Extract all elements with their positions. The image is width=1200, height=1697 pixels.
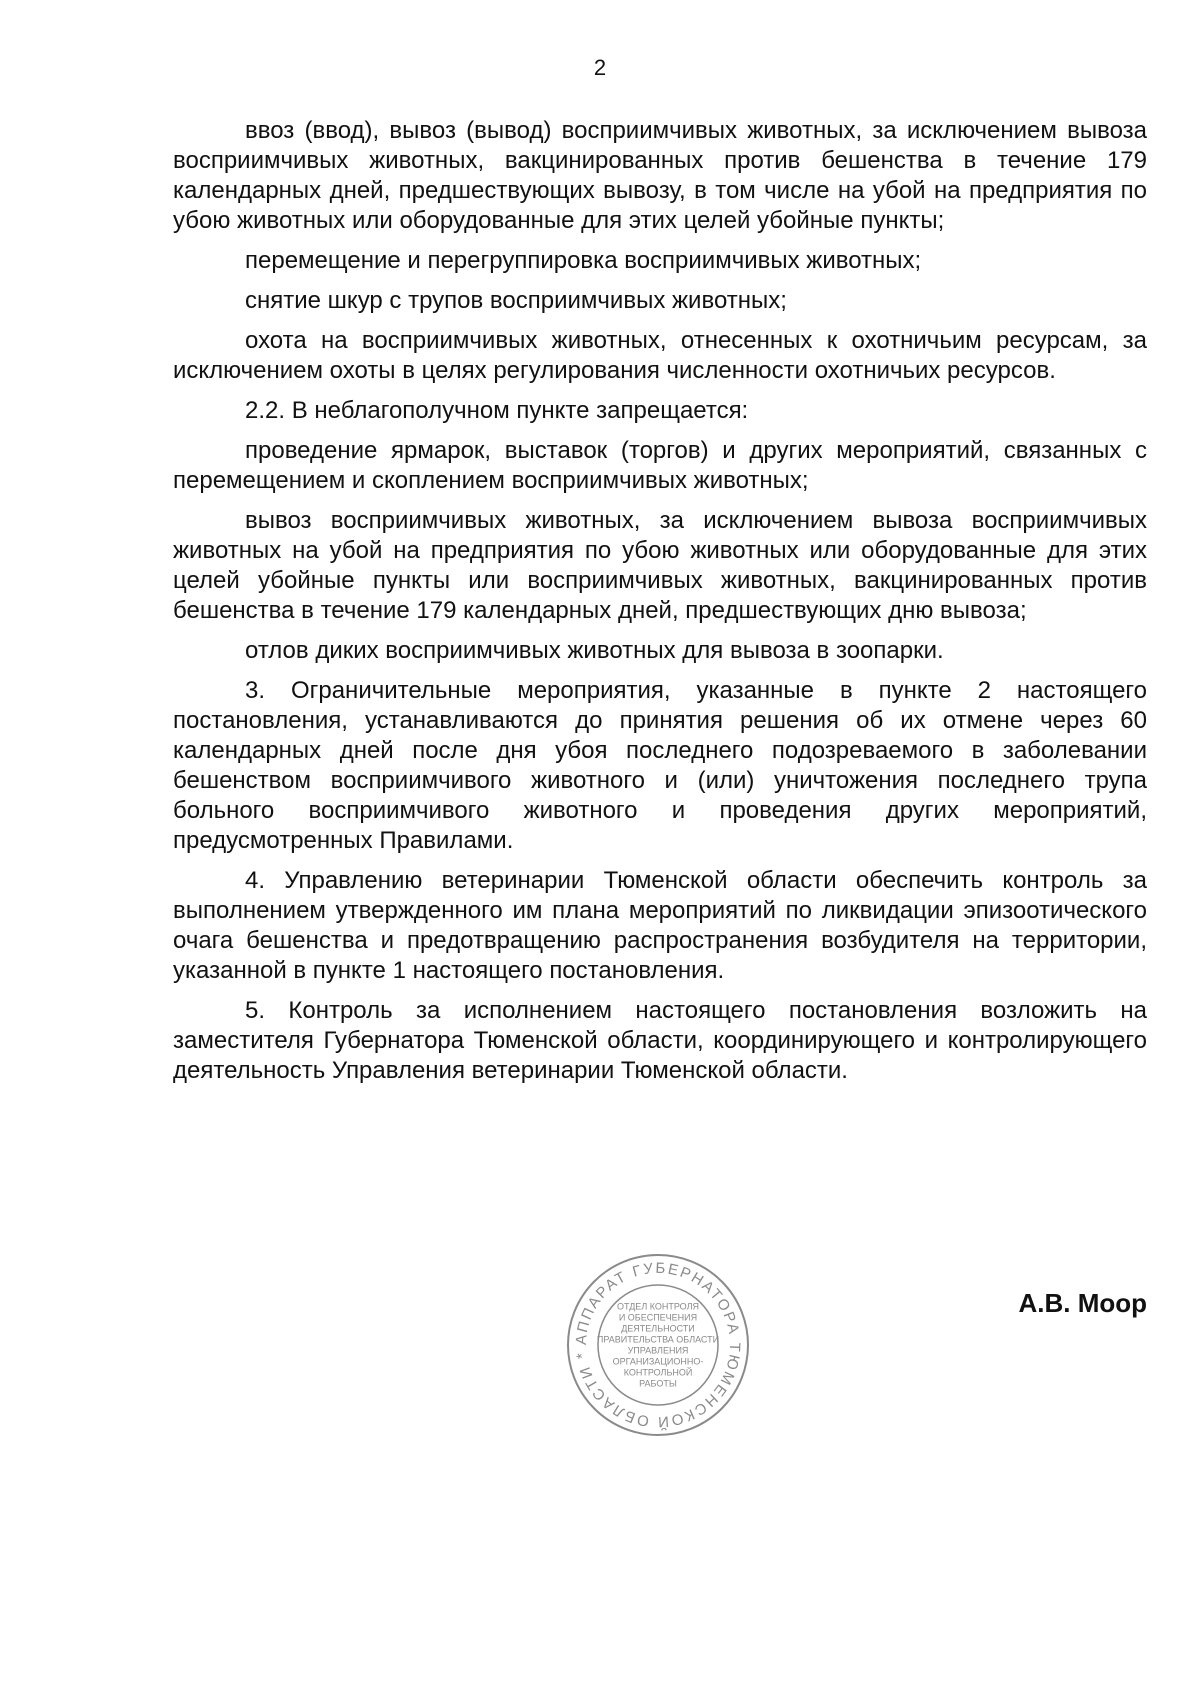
paragraph-import-export: ввоз (ввод), вывоз (вывод) восприимчивых животных, за исключением вывоза восприимчивых животных, вакцинированных против бешенства в течение 179 календарных дней, предшествующих вывозу, в том числе на убой на предприятия по убою животных или оборудованные для этих целей убойные пункты; <box>173 117 1147 234</box>
paragraph-movement: перемещение и перегруппировка восприимчивых животных; <box>245 247 922 274</box>
svg-text:ОРГАНИЗАЦИОННО-: ОРГАНИЗАЦИОННО- <box>612 1356 704 1367</box>
paragraph-4-veterinary-control: 4. Управлению ветеринарии Тюменской области обеспечить контроль за выполнением утвержденного им плана мероприятий по ликвидации эпизоотического очага бешенства и предотвращению распространения возбудителя на территории, указанной в пункте 1 настоящего постановления. <box>173 867 1147 984</box>
paragraph-2-2-heading: 2.2. В неблагополучном пункте запрещается: <box>245 397 749 424</box>
svg-text:РАБОТЫ: РАБОТЫ <box>639 1378 677 1389</box>
paragraph-5-oversight: 5. Контроль за исполнением настоящего постановления возложить на заместителя Губернатора Тюменской области, координирующего и контролирующего деятельность Управления ветеринарии Тюменской области. <box>173 997 1147 1084</box>
svg-text:ДЕЯТЕЛЬНОСТИ: ДЕЯТЕЛЬНОСТИ <box>621 1323 695 1334</box>
paragraph-export-ban: вывоз восприимчивых животных, за исключением вывоза восприимчивых животных на убой на предприятия по убою животных или оборудованные для этих целей убойные пункты или восприимчивых животных, вакцинированных против бешенства в течение 179 календарных дней, предшествующих дню вывоза; <box>173 507 1147 624</box>
svg-text:И ОБЕСПЕЧЕНИЯ: И ОБЕСПЕЧЕНИЯ <box>618 1312 698 1323</box>
svg-text:ОТДЕЛ КОНТРОЛЯ: ОТДЕЛ КОНТРОЛЯ <box>617 1301 699 1312</box>
document-body <box>173 116 1147 1096</box>
paragraph-zoo-capture: отлов диких восприимчивых животных для вывоза в зоопарки. <box>245 637 944 664</box>
svg-text:ПРАВИТЕЛЬСТВА ОБЛАСТИ: ПРАВИТЕЛЬСТВА ОБЛАСТИ <box>596 1334 720 1345</box>
svg-text:АППАРАТ ГУБЕРНАТОРА ТЮМЕНСКОЙ: АППАРАТ ГУБЕРНАТОРА ТЮМЕНСКОЙ ОБЛАСТИ * <box>572 1259 744 1431</box>
signatory-name: А.В. Моор <box>1018 1288 1147 1318</box>
svg-text:КОНТРОЛЬНОЙ: КОНТРОЛЬНОЙ <box>623 1367 693 1378</box>
paragraph-hunting: охота на восприимчивых животных, отнесенных к охотничьим ресурсам, за исключением охоты в целях регулирования численности охотничьих ресурсов. <box>173 327 1147 384</box>
paragraph-skins: снятие шкур с трупов восприимчивых животных; <box>245 287 787 314</box>
paragraph-3-restrictions: 3. Ограничительные мероприятия, указанные в пункте 2 настоящего постановления, устанавливаются до принятия решения об их отмене через 60 календарных дней после дня убоя последнего подозреваемого в заболевании бешенством восприимчивого животного и (или) уничтожения последнего трупа больного восприимчивого животного и проведения других мероприятий, предусмотренных Правилами. <box>173 677 1147 854</box>
page-number: 2 <box>593 55 607 80</box>
paragraph-fairs: проведение ярмарок, выставок (торгов) и других мероприятий, связанных с перемещением и скоплением восприимчивых животных; <box>173 437 1147 494</box>
svg-text:УПРАВЛЕНИЯ: УПРАВЛЕНИЯ <box>627 1345 689 1356</box>
official-seal-stamp <box>563 1250 753 1440</box>
